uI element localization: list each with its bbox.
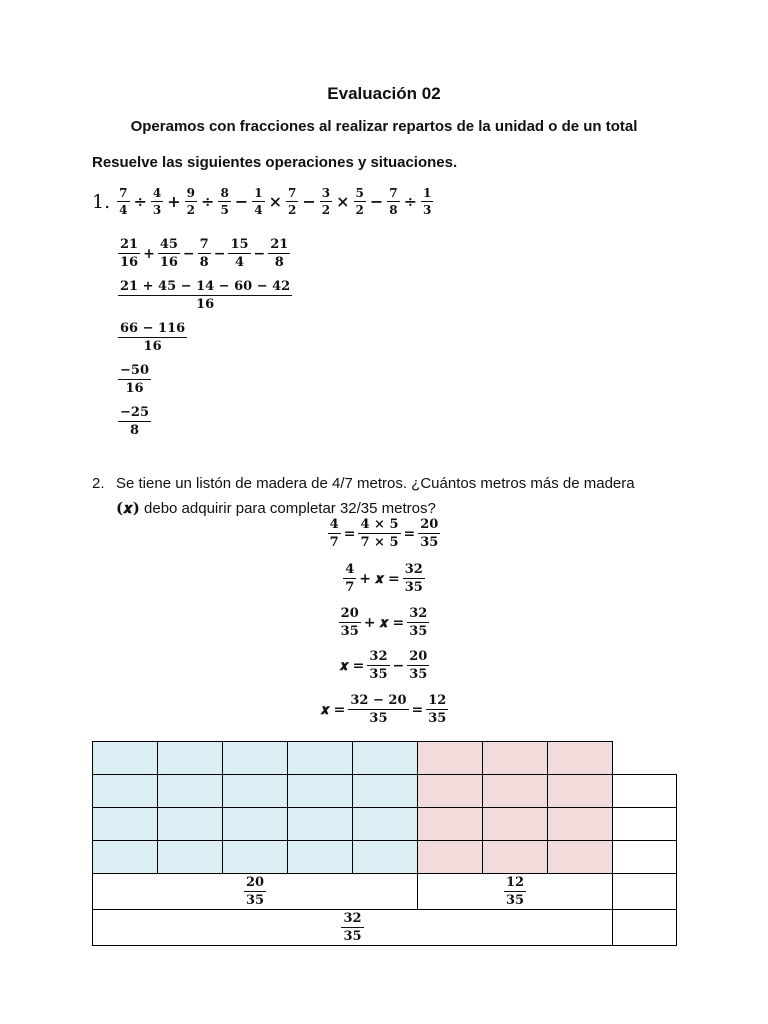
fraction-numerator: 20 (340, 606, 359, 621)
fraction-numerator: 4 (345, 562, 355, 577)
fraction (367, 650, 389, 681)
blue-grid-cell (157, 741, 223, 775)
fraction-denominator: 35 (245, 893, 265, 908)
fraction-numerator: 3 (321, 186, 331, 200)
instructions: Resuelve las siguientes operaciones y situaciones. (92, 154, 458, 171)
math-operator: × (336, 192, 350, 211)
fraction (218, 187, 230, 216)
blue-grid-cell (222, 840, 288, 874)
fraction-numerator: 4 (152, 186, 162, 200)
problem-2-equation (0, 694, 768, 725)
fraction-denominator: 35 (369, 667, 388, 682)
math-operator: = (387, 570, 400, 587)
fraction-denominator: 2 (355, 203, 364, 217)
fraction (198, 238, 211, 269)
empty-grid-cell (612, 873, 677, 910)
page-subtitle: Operamos con fracciones al realizar repartos de la unidad o de un total (130, 118, 638, 135)
pink-grid-cell (417, 774, 483, 808)
fraction-denominator: 2 (321, 203, 331, 217)
problem-2-text-line2: debo adquirir para completar 32/35 metros? (139, 500, 436, 517)
fraction-denominator: 35 (369, 711, 388, 726)
empty-grid-cell (612, 840, 677, 874)
fraction-numerator: 20 (409, 649, 428, 664)
pink-grid-cell (482, 807, 548, 841)
problem-1-step (117, 406, 152, 437)
fraction-denominator: 16 (120, 255, 139, 270)
fraction (158, 238, 180, 269)
empty-grid-cell (612, 774, 677, 808)
fraction-denominator: 8 (389, 203, 398, 217)
fraction-numerator: 7 (199, 237, 209, 252)
math-operator: ÷ (403, 192, 418, 211)
fraction-denominator: 3 (423, 203, 432, 217)
problem-1-step (117, 280, 293, 311)
fraction (407, 607, 429, 638)
blue-grid-cell (287, 807, 353, 841)
fraction (358, 518, 400, 549)
math-operator: = (392, 614, 405, 631)
math-operator: 𝒙 (339, 657, 349, 674)
blue-grid-cell (92, 807, 158, 841)
problem-2-equation (0, 518, 768, 549)
blue-grid-cell (222, 807, 288, 841)
label-cell-32-35 (92, 909, 613, 946)
fraction-numerator: 1 (254, 186, 263, 200)
fraction-numerator: 7 (389, 186, 398, 200)
fraction-denominator: 4 (119, 203, 128, 217)
blue-grid-cell (222, 741, 288, 775)
fraction (244, 876, 266, 907)
fraction-denominator: 7 (345, 580, 355, 595)
label-cell-12-35 (417, 873, 613, 910)
problem-1-number: 1. (92, 190, 111, 213)
math-operator: 𝒙 (379, 614, 389, 631)
fraction (348, 694, 408, 725)
fraction (118, 238, 140, 269)
math-operator: 𝒙 (374, 570, 384, 587)
label-cell-20-35 (92, 873, 418, 910)
fraction-denominator: 2 (186, 203, 196, 217)
fraction-denominator: 35 (409, 667, 428, 682)
fraction-denominator: 35 (505, 893, 525, 908)
fraction (228, 238, 250, 269)
problem-2-number: 2. (92, 475, 105, 492)
fraction-denominator: 35 (428, 711, 447, 726)
fraction-numerator: 32 (343, 911, 362, 926)
math-operator: − (253, 245, 266, 262)
fraction (354, 187, 366, 216)
math-operator: − (302, 192, 316, 211)
fraction-numerator: 7 (287, 186, 297, 200)
problem-1-step (117, 364, 152, 395)
fraction (343, 563, 356, 594)
fraction-denominator: 16 (143, 339, 162, 354)
math-operator: − (182, 245, 195, 262)
fraction (504, 876, 526, 907)
fraction-numerator: 21 + 45 − 14 − 60 − 42 (120, 279, 291, 294)
fraction (407, 650, 429, 681)
math-operator: = (343, 525, 356, 542)
blue-grid-cell (157, 840, 223, 874)
fraction-denominator: 35 (340, 624, 359, 639)
page-title: Evaluación 02 (327, 84, 441, 103)
problem-1-step (117, 322, 188, 353)
fraction-numerator: 32 − 20 (350, 693, 407, 708)
math-operator: ÷ (201, 192, 215, 211)
pink-grid-cell (417, 840, 483, 874)
fraction-numerator: 20 (420, 517, 439, 532)
fraction-denominator: 35 (404, 580, 423, 595)
blue-grid-cell (287, 774, 353, 808)
fraction (118, 322, 187, 353)
fraction (421, 187, 433, 216)
math-operator: + (143, 245, 155, 262)
blue-grid-cell (352, 807, 418, 841)
fraction (387, 187, 399, 216)
blue-grid-cell (352, 840, 418, 874)
empty-grid-cell (612, 807, 677, 841)
fraction (339, 607, 361, 638)
fraction-numerator: 66 − 116 (120, 321, 186, 336)
fraction-numerator: 9 (186, 186, 196, 200)
pink-grid-cell (417, 741, 483, 775)
math-operator: + (363, 614, 376, 631)
math-operator: − (213, 245, 226, 262)
fraction-numerator: −25 (120, 405, 149, 420)
blue-grid-cell (222, 774, 288, 808)
empty-grid-cell (612, 909, 677, 946)
pink-grid-cell (482, 774, 548, 808)
math-operator: − (234, 192, 249, 211)
fraction-denominator: 8 (274, 255, 284, 270)
math-operator: + (167, 192, 181, 211)
fraction-denominator: 7 (329, 535, 339, 550)
fraction (286, 187, 298, 216)
fraction-denominator: 4 (254, 203, 263, 217)
fraction (328, 518, 341, 549)
problem-2-variable: (𝒙) (116, 499, 140, 517)
math-operator: + (359, 570, 371, 587)
problem-1-step (117, 238, 291, 269)
pink-grid-cell (482, 741, 548, 775)
fraction-denominator: 35 (343, 929, 362, 944)
problem-2-equation (0, 650, 768, 681)
fraction (252, 187, 264, 216)
problem-2-equation (0, 563, 768, 594)
fraction (117, 187, 129, 216)
problem-2-equation (0, 607, 768, 638)
fraction-numerator: 4 (329, 517, 339, 532)
pink-grid-cell (547, 741, 613, 775)
fraction (118, 280, 292, 311)
fraction-numerator: 7 (119, 186, 128, 200)
fraction (118, 364, 151, 395)
fraction-denominator: 2 (287, 203, 297, 217)
fraction-denominator: 3 (152, 203, 162, 217)
blue-grid-cell (287, 840, 353, 874)
math-operator: = (352, 657, 365, 674)
math-operator: = (403, 525, 416, 542)
fraction-denominator: 16 (196, 297, 215, 312)
fraction-denominator: 16 (159, 255, 178, 270)
blue-grid-cell (157, 774, 223, 808)
blue-grid-cell (157, 807, 223, 841)
fraction-numerator: 21 (270, 237, 289, 252)
fraction (185, 187, 197, 216)
fraction-numerator: 45 (159, 237, 178, 252)
blue-grid-cell (352, 741, 418, 775)
fraction-denominator: 35 (420, 535, 439, 550)
blue-grid-cell (352, 774, 418, 808)
fraction (403, 563, 425, 594)
blue-grid-cell (287, 741, 353, 775)
problem-1-expression (92, 187, 434, 216)
math-operator: = (333, 701, 346, 718)
fraction-numerator: 21 (120, 237, 139, 252)
blue-grid-cell (92, 741, 158, 775)
math-operator: 𝒙 (320, 701, 330, 718)
pink-grid-cell (547, 840, 613, 874)
fraction-numerator: −50 (120, 363, 149, 378)
fraction-numerator: 15 (230, 237, 249, 252)
pink-grid-cell (417, 807, 483, 841)
fraction-denominator: 35 (409, 624, 428, 639)
pink-grid-cell (482, 840, 548, 874)
fraction-denominator: 4 (234, 255, 244, 270)
math-operator: ÷ (133, 192, 147, 211)
fraction (320, 187, 332, 216)
fraction-numerator: 12 (505, 875, 525, 890)
fraction-denominator: 8 (129, 423, 140, 438)
math-operator: × (268, 192, 282, 211)
fraction-numerator: 32 (404, 562, 423, 577)
fraction (426, 694, 448, 725)
problem-2-text-line1: Se tiene un listón de madera de 4/7 metros. ¿Cuántos metros más de madera (116, 475, 635, 492)
blue-grid-cell (92, 774, 158, 808)
fraction-denominator: 8 (199, 255, 209, 270)
fraction-denominator: 7 × 5 (360, 535, 399, 550)
fraction-numerator: 32 (409, 606, 428, 621)
fraction-numerator: 32 (369, 649, 388, 664)
fraction-numerator: 8 (220, 186, 229, 200)
fraction-numerator: 1 (423, 186, 432, 200)
fraction-numerator: 20 (245, 875, 265, 890)
pink-grid-cell (547, 774, 613, 808)
fraction (341, 912, 363, 943)
math-operator: = (411, 701, 424, 718)
fraction-denominator: 16 (125, 381, 144, 396)
fraction-numerator: 5 (355, 186, 364, 200)
fraction-numerator: 4 × 5 (360, 517, 399, 532)
math-operator: − (392, 657, 405, 674)
fraction (151, 187, 163, 216)
problem-2-statement (92, 472, 692, 521)
blue-grid-cell (92, 840, 158, 874)
fraction (268, 238, 290, 269)
math-operator: − (369, 192, 384, 211)
fraction-numerator: 12 (428, 693, 447, 708)
pink-grid-cell (547, 807, 613, 841)
fraction (118, 406, 151, 437)
fraction-denominator: 5 (220, 203, 229, 217)
fraction (418, 518, 440, 549)
